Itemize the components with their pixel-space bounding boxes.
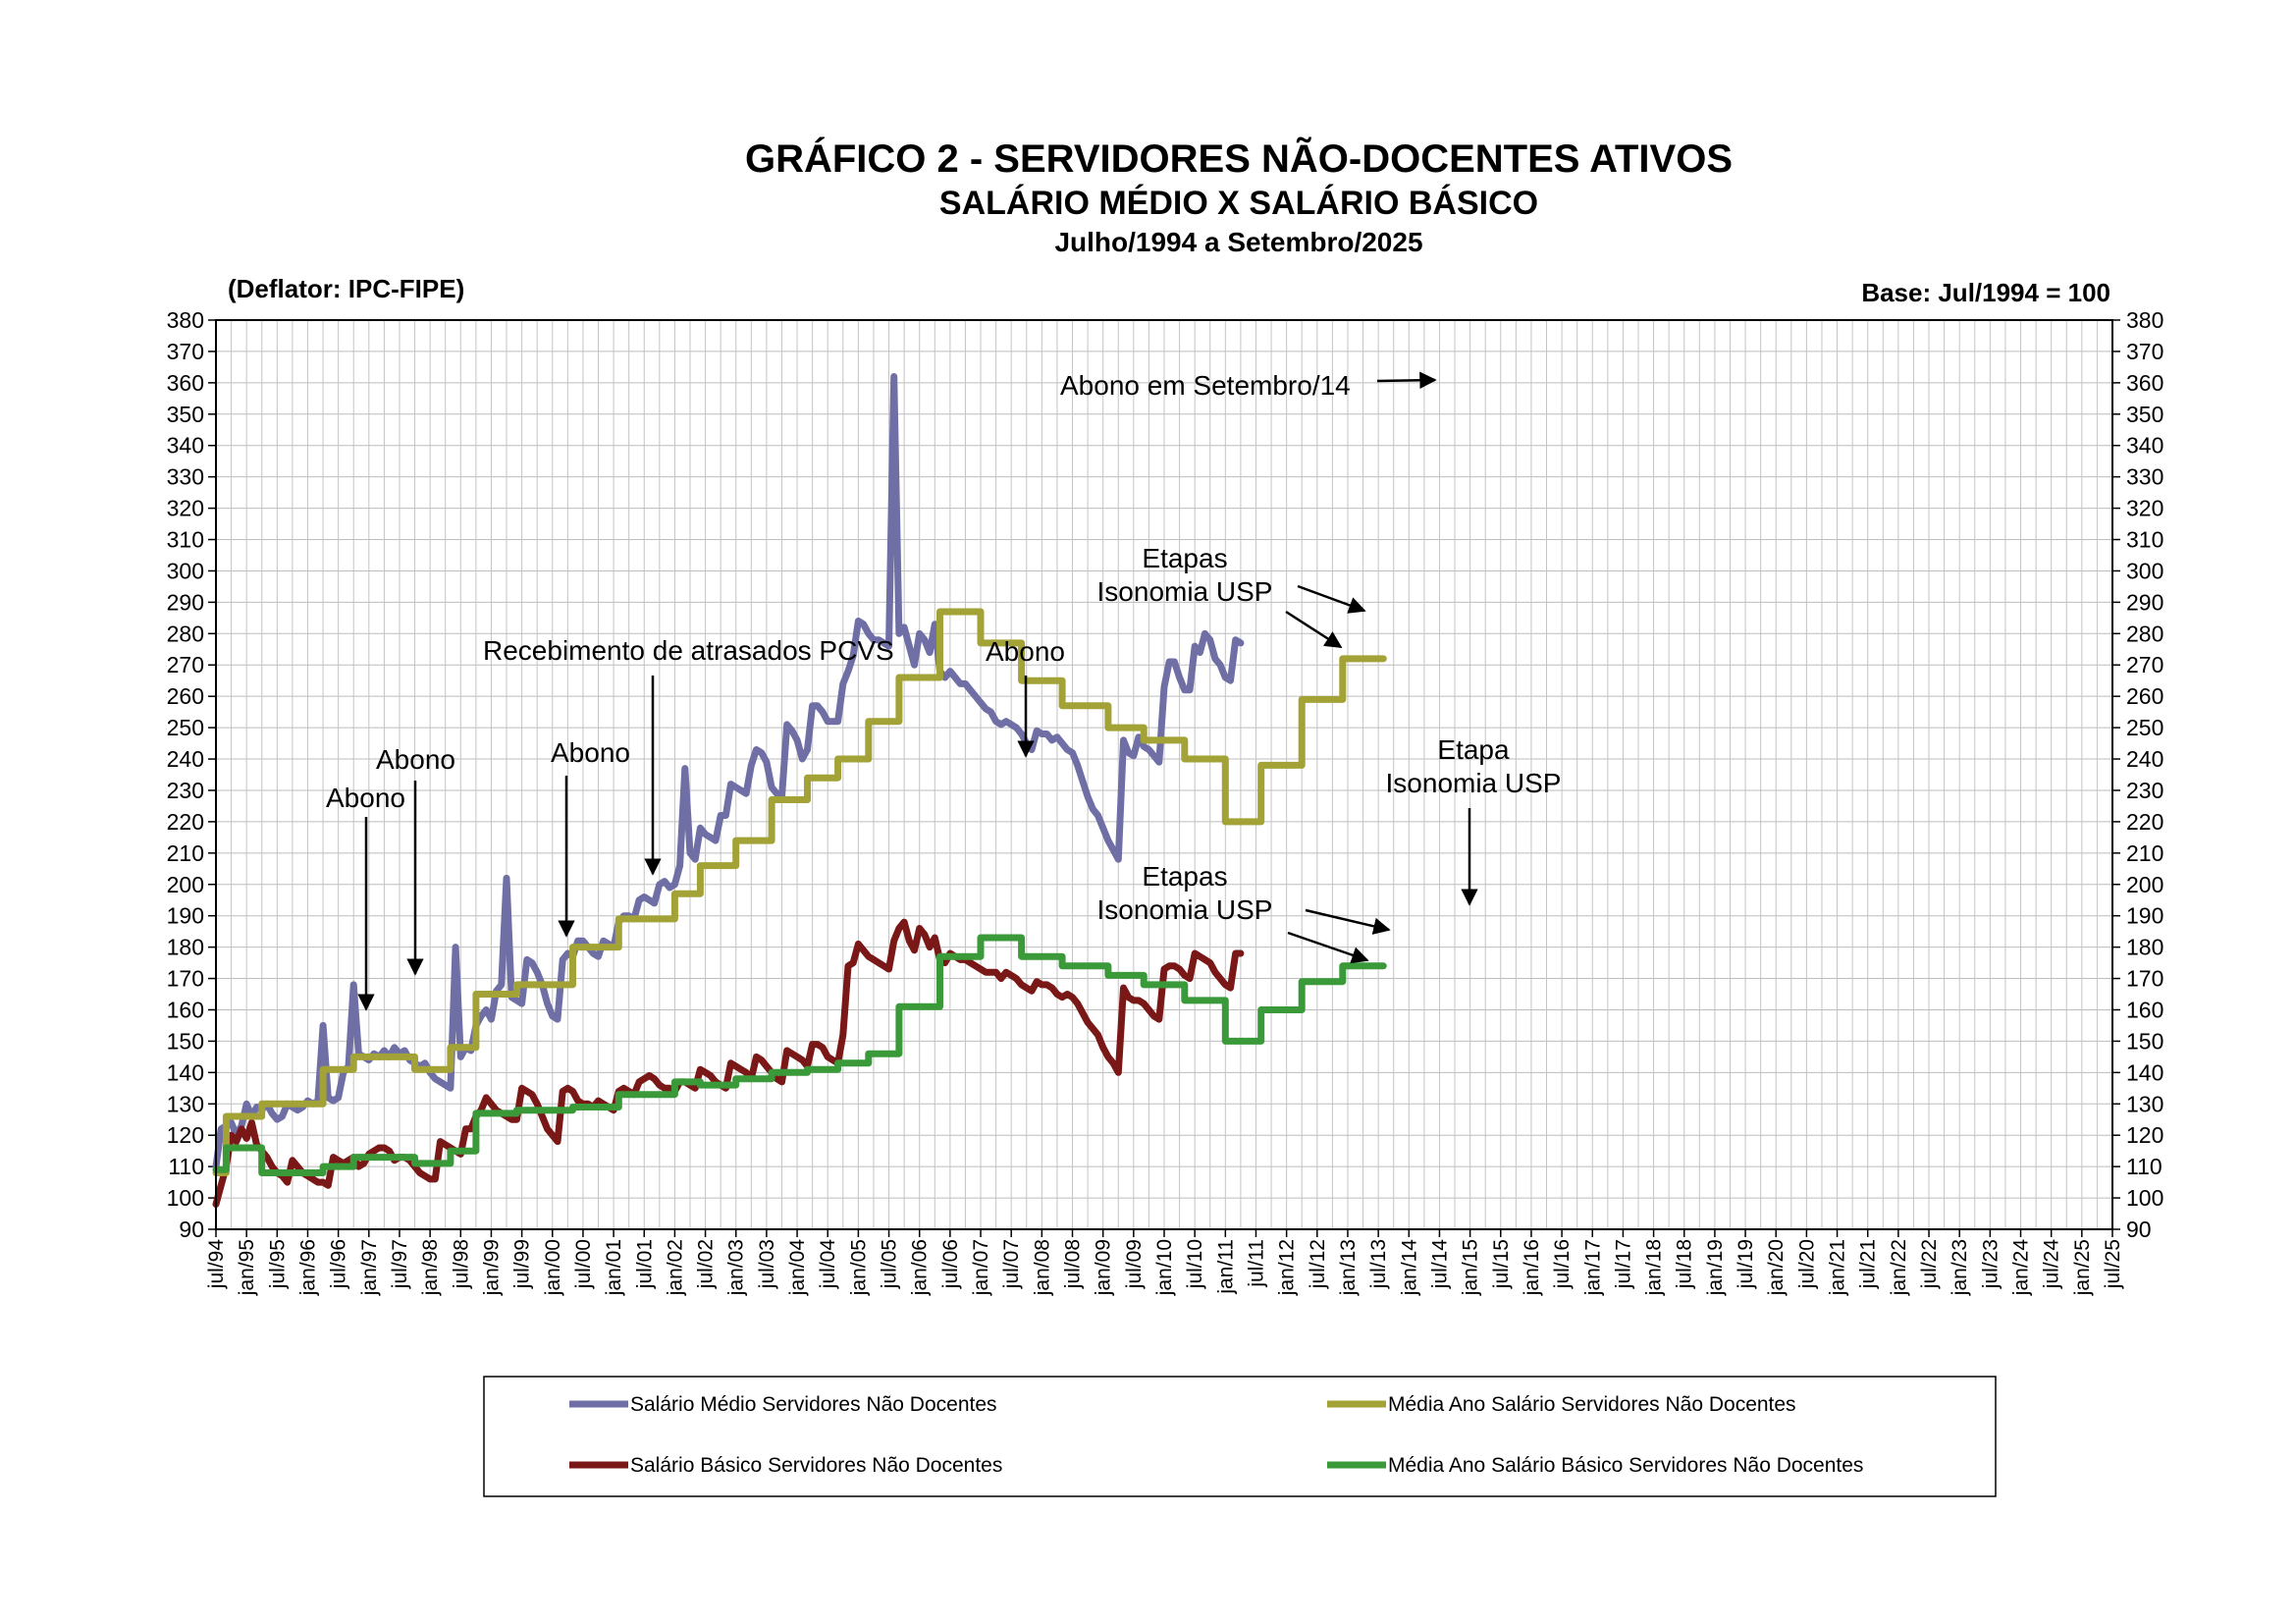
- x-tick-label: jan/95: [236, 1239, 259, 1296]
- x-tick-label: jul/00: [571, 1239, 595, 1289]
- chart-subtitle: SALÁRIO MÉDIO X SALÁRIO BÁSICO: [938, 185, 1539, 222]
- x-tick-label: jul/19: [1735, 1239, 1758, 1289]
- annotation-etapas-3: Etapas Isonomia USP: [1096, 861, 1273, 925]
- y-tick-label-left: 170: [166, 965, 204, 992]
- y-tick-label-right: 120: [2126, 1122, 2164, 1149]
- x-tick-label: jul/04: [817, 1239, 840, 1289]
- annotation-abono-4: Abono: [986, 636, 1065, 667]
- annotation-etapa-2: Etapa Isonomia USP: [1385, 734, 1562, 798]
- y-tick-label-left: 90: [179, 1217, 204, 1242]
- deflator-note: (Deflator: IPC-FIPE): [228, 274, 465, 303]
- y-tick-label-right: 130: [2126, 1091, 2164, 1117]
- x-tick-label: jan/99: [480, 1239, 504, 1296]
- y-tick-label-right: 330: [2126, 463, 2164, 490]
- x-tick-label: jan/97: [357, 1239, 381, 1296]
- x-tick-label: jan/96: [296, 1239, 320, 1296]
- y-tick-label-right: 300: [2126, 558, 2164, 584]
- y-tick-label-right: 110: [2126, 1154, 2163, 1180]
- x-tick-label: jul/24: [2040, 1239, 2063, 1289]
- y-axis-left: [167, 307, 216, 1242]
- x-tick-label: jan/03: [724, 1239, 748, 1296]
- y-tick-label-left: 260: [166, 683, 204, 710]
- y-tick-label-right: 100: [2126, 1185, 2164, 1212]
- y-tick-label-right: 180: [2126, 934, 2164, 960]
- x-tick-label: jan/11: [1214, 1239, 1238, 1294]
- y-tick-label-right: 320: [2126, 495, 2164, 521]
- y-tick-label-left: 250: [166, 715, 204, 741]
- y-tick-label-right: 310: [2126, 526, 2164, 553]
- annotation-atrasados: Recebimento de atrasados PCVS: [483, 635, 894, 666]
- x-tick-label: jan/18: [1642, 1239, 1666, 1296]
- x-tick-label: jan/23: [1949, 1239, 1972, 1296]
- y-tick-label-right: 170: [2126, 965, 2164, 992]
- x-tick-label: jul/12: [1306, 1239, 1329, 1289]
- arrow-abono-2014: [1377, 380, 1435, 381]
- x-tick-label: jul/22: [1918, 1239, 1942, 1289]
- grid: [216, 320, 2112, 1229]
- y-tick-label-left: 290: [166, 589, 204, 616]
- x-tick-label: jul/14: [1428, 1239, 1452, 1289]
- x-tick-label: jan/98: [419, 1239, 443, 1296]
- x-axis: [205, 1229, 2124, 1296]
- y-tick-label-right: 260: [2126, 683, 2164, 710]
- x-tick-label: jan/20: [1765, 1239, 1789, 1296]
- x-tick-label: jul/20: [1795, 1239, 1819, 1289]
- y-tick-label-right: 270: [2126, 652, 2164, 678]
- y-tick-label-right: 220: [2126, 808, 2164, 835]
- y-tick-label-left: 140: [166, 1059, 204, 1086]
- y-tick-label-right: 90: [2126, 1217, 2152, 1242]
- y-tick-label-right: 140: [2126, 1059, 2164, 1086]
- x-tick-label: jan/16: [1520, 1239, 1543, 1296]
- y-tick-label-left: 110: [168, 1154, 204, 1180]
- y-tick-label-left: 330: [166, 463, 204, 490]
- annotation-etapas-1: Etapas Isonomia USP: [1096, 543, 1273, 607]
- chart-period: Julho/1994 a Setembro/2025: [1054, 227, 1423, 257]
- x-tick-label: jul/09: [1122, 1239, 1146, 1289]
- x-tick-label: jul/23: [1979, 1239, 2002, 1289]
- y-tick-label-left: 280: [166, 621, 204, 647]
- y-tick-label-right: 200: [2126, 871, 2164, 897]
- x-tick-label: jul/21: [1856, 1239, 1880, 1289]
- y-tick-label-left: 100: [166, 1185, 204, 1212]
- legend-label-media-salario: Média Ano Salário Servidores Não Docentes: [1388, 1393, 1796, 1416]
- y-tick-label-right: 360: [2126, 369, 2164, 396]
- chart-title: GRÁFICO 2 - SERVIDORES NÃO-DOCENTES ATIVOS: [744, 137, 1734, 181]
- x-tick-label: jul/25: [2102, 1239, 2124, 1289]
- y-tick-label-left: 120: [166, 1122, 204, 1149]
- x-tick-label: jan/13: [1336, 1239, 1360, 1296]
- annotation-abono-3: Abono: [551, 737, 630, 768]
- y-tick-label-left: 350: [166, 401, 204, 427]
- x-tick-label: jul/10: [1184, 1239, 1207, 1289]
- y-tick-label-right: 230: [2126, 777, 2164, 803]
- x-tick-label: jul/08: [1061, 1239, 1085, 1289]
- annotation-abono-2014: Abono em Setembro/14: [1060, 370, 1351, 401]
- x-tick-label: jan/25: [2070, 1239, 2094, 1296]
- y-tick-label-left: 220: [166, 808, 204, 835]
- series-salario-medio-line: [216, 377, 1241, 1167]
- base-note: Base: Jul/1994 = 100: [1861, 278, 2110, 307]
- legend: [484, 1377, 1996, 1496]
- x-tick-label: jul/98: [450, 1239, 473, 1289]
- x-tick-label: jul/11: [1245, 1239, 1268, 1287]
- y-tick-label-left: 240: [166, 746, 204, 773]
- x-tick-label: jan/14: [1398, 1239, 1421, 1296]
- x-tick-label: jan/07: [970, 1239, 993, 1296]
- x-tick-label: jul/07: [1000, 1239, 1024, 1289]
- x-tick-label: jul/15: [1489, 1239, 1513, 1289]
- annotation-abono-2: Abono: [376, 744, 455, 775]
- y-tick-label-right: 240: [2126, 746, 2164, 773]
- x-tick-label: jul/17: [1612, 1239, 1635, 1289]
- x-tick-label: jul/96: [327, 1239, 350, 1289]
- y-tick-label-left: 160: [166, 997, 204, 1023]
- annotation-abono-1: Abono: [326, 783, 405, 813]
- x-tick-label: jul/18: [1673, 1239, 1696, 1289]
- x-tick-label: jan/00: [541, 1239, 564, 1296]
- y-tick-label-right: 350: [2126, 401, 2164, 427]
- x-tick-label: jan/24: [2009, 1239, 2033, 1296]
- y-tick-label-right: 290: [2126, 589, 2164, 616]
- y-tick-label-left: 180: [166, 934, 204, 960]
- y-tick-label-right: 380: [2126, 307, 2164, 333]
- x-tick-label: jan/12: [1275, 1239, 1299, 1296]
- x-tick-label: jan/01: [603, 1239, 626, 1296]
- y-tick-label-right: 340: [2126, 432, 2164, 459]
- x-tick-label: jan/21: [1826, 1239, 1849, 1296]
- x-tick-label: jan/19: [1703, 1239, 1727, 1296]
- x-tick-label: jan/10: [1153, 1239, 1176, 1296]
- y-tick-label-left: 310: [166, 526, 204, 553]
- y-tick-label-left: 230: [166, 777, 204, 803]
- y-tick-label-left: 320: [166, 495, 204, 521]
- x-tick-label: jul/94: [205, 1239, 228, 1289]
- x-tick-label: jul/97: [388, 1239, 411, 1289]
- x-tick-label: jul/16: [1551, 1239, 1575, 1289]
- x-tick-label: jan/17: [1581, 1239, 1605, 1296]
- y-tick-label-left: 200: [166, 871, 204, 897]
- y-tick-label-left: 150: [166, 1028, 204, 1055]
- y-tick-label-left: 370: [166, 338, 204, 364]
- legend-label-media-basico: Média Ano Salário Básico Servidores Não Docentes: [1388, 1454, 1864, 1477]
- y-tick-label-left: 380: [166, 307, 204, 333]
- x-tick-label: jul/06: [938, 1239, 962, 1289]
- legend-label-salario-medio: Salário Médio Servidores Não Docentes: [630, 1393, 997, 1416]
- x-tick-label: jan/15: [1459, 1239, 1482, 1296]
- x-tick-label: jul/13: [1367, 1239, 1391, 1289]
- y-tick-label-left: 270: [166, 652, 204, 678]
- x-tick-label: jan/02: [664, 1239, 687, 1296]
- y-tick-label-left: 340: [166, 432, 204, 459]
- y-tick-label-right: 280: [2126, 621, 2164, 647]
- y-tick-label-left: 210: [166, 839, 204, 866]
- x-tick-label: jul/95: [266, 1239, 290, 1289]
- arrow-etapas-3b: [1288, 933, 1367, 960]
- x-tick-label: jul/05: [878, 1239, 901, 1289]
- y-tick-label-left: 360: [166, 369, 204, 396]
- y-tick-label-right: 150: [2126, 1028, 2164, 1055]
- x-tick-label: jan/08: [1031, 1239, 1054, 1296]
- x-tick-label: jul/03: [755, 1239, 778, 1289]
- y-tick-label-left: 300: [166, 558, 204, 584]
- x-tick-label: jan/09: [1092, 1239, 1115, 1296]
- y-tick-label-right: 160: [2126, 997, 2164, 1023]
- x-tick-label: jul/02: [694, 1239, 718, 1289]
- y-tick-label-right: 210: [2126, 839, 2164, 866]
- x-tick-label: jan/22: [1887, 1239, 1910, 1296]
- x-tick-label: jul/01: [633, 1239, 657, 1289]
- y-tick-label-left: 190: [166, 902, 204, 929]
- y-axis-right: [2112, 307, 2163, 1242]
- y-tick-label-right: 370: [2126, 338, 2164, 364]
- y-tick-label-right: 250: [2126, 715, 2164, 741]
- y-tick-label-left: 130: [166, 1091, 204, 1117]
- legend-label-salario-basico: Salário Básico Servidores Não Docentes: [630, 1454, 1003, 1477]
- y-tick-label-right: 190: [2126, 902, 2164, 929]
- x-tick-label: jul/99: [510, 1239, 534, 1289]
- x-tick-label: jan/04: [786, 1239, 810, 1296]
- x-tick-label: jan/06: [908, 1239, 932, 1296]
- arrow-etapas-1a: [1298, 586, 1364, 611]
- x-tick-label: jan/05: [847, 1239, 871, 1296]
